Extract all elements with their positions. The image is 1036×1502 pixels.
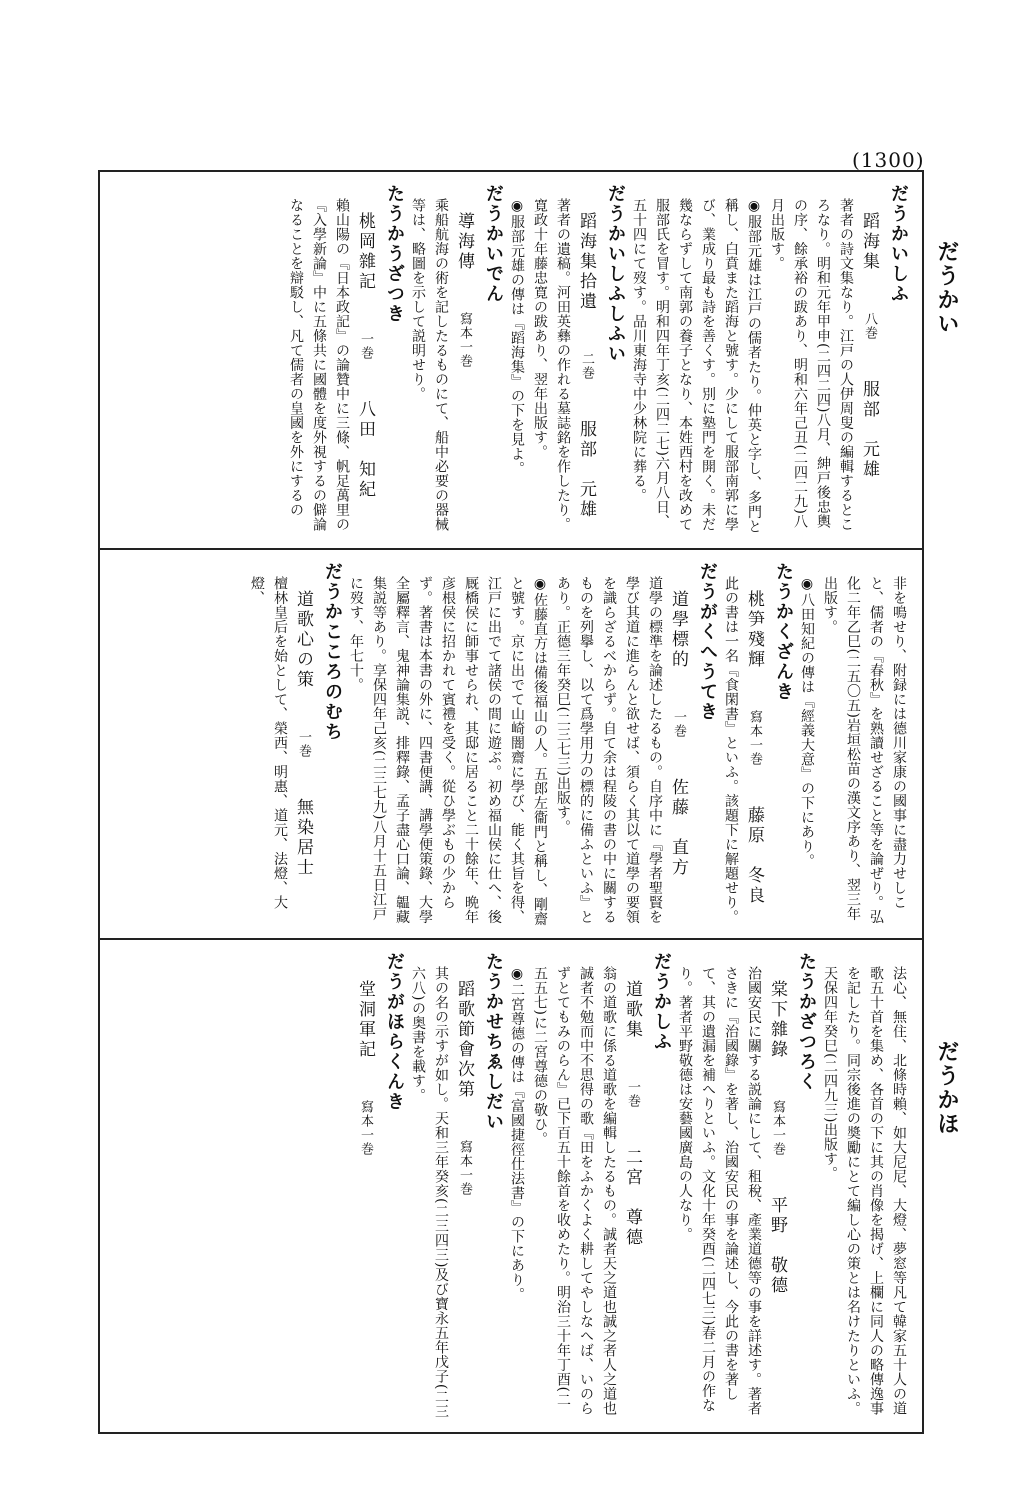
entry-description: 檀林皇后を始として、榮西、明惠、道元、法燈、大燈、 — [249, 576, 288, 910]
entry-title: 蹈海集 — [859, 212, 879, 272]
entry-volumes: 寫本一巻 — [770, 1100, 785, 1156]
entry-title: 導海傳 — [454, 212, 474, 272]
entry-reading: たうかせちゑしだい — [483, 952, 504, 1132]
page-number: (1300) — [852, 148, 925, 172]
entry-volumes: 八巻 — [862, 312, 877, 340]
entry-volumes: 寫本一巻 — [457, 1140, 472, 1196]
entry-author: 二宮 尊德 — [622, 1148, 642, 1248]
entry-author: 藤原 冬良 — [744, 806, 764, 906]
entry-title: 道歌心の策 — [293, 590, 313, 690]
entry-reading: だうかいしふしふい — [605, 184, 626, 364]
entry-title-line — [291, 562, 315, 930]
entry-author: 平野 敬德 — [767, 1196, 787, 1296]
entry-description: 著者の遺稿。河田英彝の作れる墓誌銘を作したり。寛政十年藤忠寛の跋あり、翌年出版す。 — [532, 198, 571, 532]
tier-divider-1 — [98, 548, 924, 550]
entry-title-line — [742, 562, 766, 930]
entry-title-line — [353, 952, 377, 1420]
entry-author: 無染居士 — [293, 798, 313, 878]
entry-author: 佐藤 直方 — [668, 778, 688, 878]
entry-description: 其の名の示すが如し。天和三年癸亥(二三四三)及び寶永五年戊子(二三六八)の奥書を載す。 — [410, 966, 449, 1419]
entry-description: 翁の道歌に係る道歌を編輯したるもの。誠者天之道也誠之者人之道也誠者不勉而中不思得の歌『田をふかくよく耕してやしなへば、いのらずとてもみのらん』已下百五十餘首を收めたり。明治三十年丁酉(二五五七)に二宮尊德の敬ひ。 — [532, 966, 617, 1416]
entry-description: 法心、無住、北條時賴、如大尼尼、大燈、夢窓等凡て韓家五十人の道歌五十首を集め、各首の下に其の肖像を揭げ、上欄に同人の略傳逸事を記したり。同宗後進の奬勵にとて編し心の策とは名けたりといふ。天保四年癸巳(二四九三)出版す。 — [822, 966, 907, 1416]
entry-reading: だうがくへうてき — [697, 562, 718, 722]
entry-volumes: 一巻 — [625, 1080, 640, 1108]
entry-description: 乘船航海の術を記したるものにて、船中必要の器械等は、略圖を示して説明せり。 — [410, 198, 449, 532]
entry-biography-note: ◉服部元雄は江戸の儒者たり。仲英と字し、多門と稱し、白賁また蹈海と號す。少にして服部南郭に學び、業成り最も詩を善くす。別に塾門を開く。未だ幾ならずして南郭の養子となり、本姓西村を改めて服部氏を冒す。明和四年丁亥(二四二七)六月八日、五十四にて歿す。品川東海寺中少林院に葬る。 — [631, 198, 762, 534]
entry-description: 著者の詩文集なり。江戸の人伊周叟の編輯するところなり。明和元年甲申(二四二四)八月、紳戸後忠輿の序、餘承裕の跋あり、明和六年己丑(二四二九)八月出版す。 — [769, 198, 854, 532]
entry-title-line — [452, 952, 476, 1420]
entry-title: 道學標的 — [668, 590, 688, 670]
entry-description: 此の書は一名『食閑書』といふ。該題下に解題せり。 — [723, 576, 739, 924]
entry-volumes: 寫本一巻 — [747, 710, 762, 766]
entry-title: 棠下雜錄 — [767, 980, 787, 1060]
entry-biography-note: ◉八田知紀の傳は『經義大意』の下にあり。 — [799, 576, 815, 868]
entry-reading: だうかいでん — [483, 184, 504, 304]
entry-title: 桃岡雜記 — [355, 212, 375, 292]
header-guide-upper: だうかい — [934, 240, 960, 336]
tier-lower — [118, 952, 910, 1420]
entry-volumes: 寫本一巻 — [457, 312, 472, 368]
entry-volumes: 一巻 — [358, 332, 373, 360]
entry-biography-note: ◉佐藤直方は備後福山の人。五郎左衞門と稱し、剛齋と號す。京に出でて山崎闇齋に學び、能く其旨を得、江戸に出でて諸侯の間に遊ぶ。初め福山侯に仕へ、後厩橋侯に師事せられ、其邸に居ること二十餘年、晩年彦根侯に招かれて賓禮を受く。從ひ學ぶもの少からず。著書は本書の外に、四書便講、講學便策錄、大學全屬釋言、鬼神論集説、排釋錄、孟子盡心口論、韞藏集説等あり。享保四年己亥(二三七九)八月十五日江戸に歿す、年七十。 — [348, 576, 548, 926]
entry-reading: たうかくざんき — [773, 562, 794, 702]
entry-title-line — [574, 184, 598, 540]
entry-volumes: 一巻 — [671, 710, 686, 738]
entry-title-line — [765, 952, 789, 1420]
entry-title: 道歌集 — [622, 980, 642, 1040]
tier-middle — [118, 562, 910, 930]
entry-author: 服部 元雄 — [859, 380, 879, 480]
entry-reading: だうがほらくんき — [384, 952, 405, 1112]
entry-title-line — [353, 184, 377, 540]
tier-upper — [118, 184, 910, 540]
entry-title: 蹈海集拾遺 — [576, 212, 596, 312]
entry-biography-note: ◉二宮尊德の傳は『富國捷徑仕法書』の下にあり。 — [509, 966, 525, 1302]
entry-title-line — [666, 562, 690, 930]
entry-title: 堂洞軍記 — [355, 980, 375, 1060]
entry-title-line — [620, 952, 644, 1420]
entry-title-line — [452, 184, 476, 540]
entry-author: 服部 元雄 — [576, 420, 596, 520]
entry-reading: だうかこころのむち — [322, 562, 343, 742]
tier-divider-2 — [98, 938, 924, 940]
header-guide-lower: だうかほ — [934, 1040, 960, 1136]
entry-title: 桃笋殘輝 — [744, 590, 764, 670]
entry-reading: だうかいしふ — [888, 184, 909, 304]
entry-volumes: 一巻 — [296, 730, 311, 758]
entry-author: 八田 知紀 — [355, 400, 375, 500]
entry-description: 治國安民に關する説論にして、租稅、產業道德等の事を詳述す。著者さきに『治國錄』を著し、治國安民の事を論述し、今此の書を著して、其の遺漏を補へりといふ。文化十年癸酉(二四七三)春二月の作なり。著者平野敬德は安藝國廣島の人なり。 — [677, 966, 762, 1416]
entry-biography-note: ◉服部元雄の傳は『蹈海集』の下を見よ。 — [509, 198, 525, 476]
entry-description: 賴山陽の『日本政記』の論贊中に三條、帆足萬里の『入學新論』中に五條共に國體を度外視するの僻論なることを辯駁し、凡て儒者の皇國を外にするの — [288, 198, 350, 532]
entry-description: 道學の標準を論述したるもの。自序中に『學者聖賢を學び其道に進らんと欲せば、須らく其以て道學の要領を識らざるべからず。自て余は程陵の書の中に關するものを列擧し、以て爲學用力の標的に備ふといふ』とあり。正德三年癸巳(二三七三)出版す。 — [555, 576, 663, 924]
entry-description: 非を鳴せり、附録には德川家康の國事に盡力せしこと、儒者の『春秋』を熟讀せざること等を論ぜり。弘化二年乙巳(二五〇五)岩垣松苗の漢文序あり、翌三年出版す。 — [822, 576, 907, 924]
entry-volumes: 寫本一巻 — [358, 1100, 373, 1156]
entry-reading: だうかしふ — [651, 952, 672, 1052]
entry-title-line — [857, 184, 881, 540]
entry-title: 蹈歌節會次第 — [454, 980, 474, 1100]
entry-volumes: 二巻 — [579, 352, 594, 380]
entry-reading: たうかざつろく — [796, 952, 817, 1092]
entry-reading: たうかうざつき — [384, 184, 405, 324]
